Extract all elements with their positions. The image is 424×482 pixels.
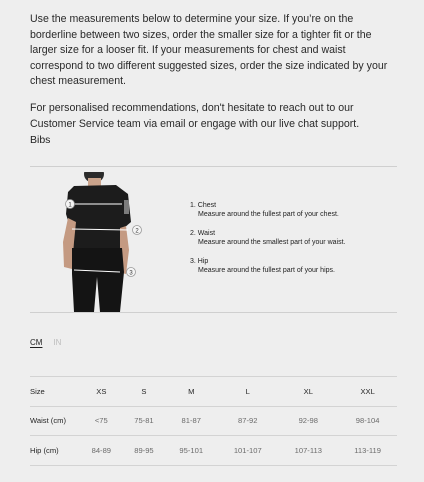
divider-bottom (30, 312, 397, 313)
divider-top (30, 166, 397, 167)
unit-cm-button[interactable]: CM (30, 338, 43, 347)
legend-description: Measure around the fullest part of your chest. (198, 211, 339, 218)
table-cell: 113-119 (338, 436, 397, 466)
legend-item-waist (190, 229, 345, 247)
table-header-cell: Size (30, 377, 80, 407)
table-cell: 89-95 (123, 436, 166, 466)
table-header-cell: M (165, 377, 217, 407)
legend-description: Measure around the smallest part of your waist. (198, 239, 346, 246)
table-cell: 75-81 (123, 406, 166, 436)
size-table (30, 376, 397, 466)
measurement-legend (190, 201, 345, 285)
table-header-cell: XS (80, 377, 123, 407)
row-label: Waist (cm) (30, 406, 80, 436)
table-header-cell: S (123, 377, 166, 407)
marker-waist (133, 226, 142, 235)
table-cell: 107-113 (278, 436, 338, 466)
legend-item-chest (190, 201, 345, 219)
cyclist-illustration (52, 172, 160, 312)
section-title: Bibs (30, 134, 51, 146)
measurement-figure (52, 172, 160, 312)
table-cell: <75 (80, 406, 123, 436)
table-row (30, 406, 397, 436)
table-cell: 101-107 (217, 436, 278, 466)
table-header-cell: L (217, 377, 278, 407)
table-cell: 98-104 (338, 406, 397, 436)
marker-hip (127, 268, 136, 277)
table-header-cell: XXL (338, 377, 397, 407)
marker-chest (66, 200, 75, 209)
table-cell: 87-92 (217, 406, 278, 436)
legend-description: Measure around the fullest part of your hips. (198, 267, 335, 274)
legend-title: 3. Hip (190, 258, 209, 265)
svg-text:1: 1 (68, 202, 72, 209)
row-label: Hip (cm) (30, 436, 80, 466)
table-header-row (30, 377, 397, 407)
legend-title: 2. Waist (190, 230, 216, 237)
intro-paragraph-support: For personalised recommendations, don't hesitate to reach out to our Customer Service team via email or engage with our live chat support. (30, 101, 360, 130)
unit-in-button[interactable]: IN (53, 338, 62, 347)
intro-paragraph-sizing: Use the measurements below to determine your size. If you’re on the borderline between two sizes, order the smaller size for a tighter fit or the larger size for a looser fit. If your measurements for chest and waist correspond to two different suggested sizes, order the size indicated by your chest measurement. (30, 13, 388, 88)
svg-text:3: 3 (129, 270, 133, 277)
legend-title: 1. Chest (190, 202, 217, 209)
table-cell: 95-101 (165, 436, 217, 466)
table-cell: 84-89 (80, 436, 123, 466)
svg-text:2: 2 (135, 228, 139, 235)
intro-text (30, 12, 400, 132)
table-header-cell: XL (278, 377, 338, 407)
unit-toggle (30, 338, 61, 347)
legend-item-hip (190, 257, 345, 275)
table-row (30, 436, 397, 466)
table-cell: 81-87 (165, 406, 217, 436)
table-cell: 92-98 (278, 406, 338, 436)
